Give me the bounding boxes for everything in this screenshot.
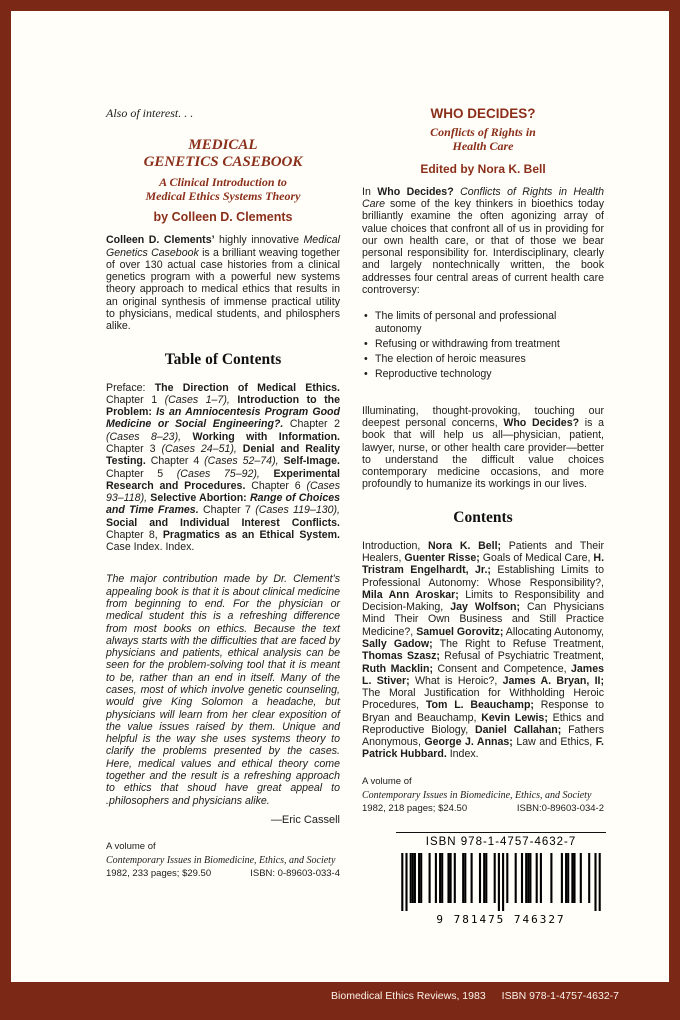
topic-bullet-list (364, 310, 604, 380)
book1-edition-row (106, 868, 340, 881)
bullet-text: Refusing or withdrawing from treatment (375, 337, 560, 350)
barcode-digits: 9 781475 746327 (436, 912, 566, 926)
bullet-icon: • (364, 353, 368, 366)
left-column (106, 106, 340, 881)
barcode-image (401, 853, 601, 911)
book1-title (106, 137, 340, 172)
book1-isbn: ISBN: 0-89603-033-4 (250, 868, 340, 880)
book2-edition-info: 1982, 218 pages; $24.50 (362, 803, 468, 815)
bullet-item (364, 338, 604, 350)
book2-editor-byline: Edited by Nora K. Bell (420, 161, 546, 176)
book1-subtitle-line1: A Clinical Introduction to (159, 174, 287, 189)
contents-heading: Contents (453, 508, 513, 526)
barcode-top-rule (396, 832, 606, 833)
bullet-text: The election of heroic measures (375, 353, 526, 366)
bullet-icon: • (364, 310, 368, 323)
book2-summary: Illuminating, thought-provoking, touching our deepest personal concerns, Who Decides? is a book that will help us all—physician, patient, lawyer, nurse, or other health care provider—better to understand the difficult value choices contemporary medicine occasions, and more profoundly to humanize its workings in our lives. (362, 404, 604, 491)
also-of-interest-note: Also of interest. . . (106, 106, 194, 120)
book2-intro: In Who Decides? Conflicts of Rights in Health Care some of the key thinkers in bioethics today brilliantly examine the often agonizing array of value choices that confront all of us in providing for our own health care, or that of those we bear personal responsibility for. Interdisciplinary, clearly and largely nontechnically written, the book addresses four central areas of current health care controversy: (362, 185, 604, 297)
book2-edition-row (362, 803, 604, 816)
book2-subtitle-line2: Health Care (452, 139, 514, 154)
bullet-icon: • (364, 337, 368, 350)
bullet-text: Reproductive technology (375, 368, 492, 381)
bullet-text: The limits of personal and professional autonomy (375, 310, 557, 335)
book2-series-note: A volume of (362, 775, 412, 787)
footer-band (11, 982, 669, 1020)
book2-subtitle (362, 125, 604, 154)
bullet-item (364, 368, 604, 380)
book1-series-note: A volume of (106, 840, 156, 852)
review-attribution: —Eric Cassell (270, 813, 340, 826)
book2-series-title: Contemporary Issues in Biomedicine, Ethics, and Society (362, 789, 592, 801)
review-quote: The major contribution made by Dr. Clement’s appealing book is that it is about clinical medicine from beginning to end. For the physician or medical student this is a refreshing difference from most books on ethics. Because the text always starts with the difficulties that are faced by physicians and patients, ethical analysis can be seen for the problem-solving tool that it is meant to be, rather than an end in itself. Many of the cases, most of which involve genetic counseling, would give King Solomon a headache, but physicians will learn from her clear exposition of the value issues raised by them. Unique and helpful is the way she uses systems theory to clarify the problems presented by the cases. Here, medical values and ethical theory come together and the result is a refreshing approach to ethics that shoud have great appeal to .philosophers and physicians alike. (106, 573, 340, 807)
barcode-isbn-label: ISBN 978-1-4757-4632-7 (425, 835, 577, 848)
book2-subtitle-line1: Conflicts of Rights in (430, 125, 536, 139)
barcode-block (396, 832, 606, 926)
book1-title-line2: GENETICS CASEBOOK (143, 154, 303, 171)
book1-imprint (106, 841, 340, 881)
page-surface (11, 11, 669, 982)
bullet-icon: • (364, 368, 368, 381)
contents-text: Introduction, Nora K. Bell; Patients and Their Healers, Guenter Risse; Goals of Medical Care, H. Tristram Engelhardt, Jr.; Establishing Limits to Professional Autonomy: Whose Responsibility?, Mila Ann Aroskar; Limits to Responsibility and Decision-Making, Jay Wolfson; Can Physicians Mind Their Own Business and Still Practice Medicine?, Samuel Gorovitz; Allocating Autonomy, Sally Gadow; The Right to Refuse Treatment, Thomas Szasz; Refusal of Psychiatric Treatment, Ruth Macklin; Consent and Competence, James L. Stiver; What is Heroic?, James A. Bryan, II; The Moral Justification for Withholding Heroic Procedures, Tom L. Beauchamp; Response to Bryan and Beauchamp, Kevin Lewis; Ethics and Reproductive Biology, Daniel Callahan; Fathers Anonymous, George J. Annas; Law and Ethics, F. Patrick Hubbard. Index. (362, 539, 605, 761)
footer-isbn: ISBN 978-1-4757-4632-7 (501, 990, 619, 1002)
book2-isbn: ISBN:0-89603-034-2 (516, 803, 604, 815)
toc-heading: Table of Contents (164, 350, 282, 368)
book2-title: WHO DECIDES? (430, 106, 536, 121)
toc-text: Preface: The Direction of Medical Ethics. Chapter 1 (Cases 1–7), Introduction to the Problem: Is an Amniocentesis Program Good Medicine or Social Engineering?. Chapter 2 (Cases 8–23), Working with Information. Chapter 3 (Cases 24–51), Denial and Reality Testing. Chapter 4 (Cases 52–74), Self-Image. Chapter 5 (Cases 75–92), Experimental Research and Procedures. Chapter 6 (Cases 93–118), Selective Abortion: Range of Choices and Time Frames. Chapter 7 (Cases 119–130), Social and Individual Interest Conflicts. Chapter 8, Pragmatics as an Ethical System. Case Index. Index. (106, 381, 341, 554)
book1-subtitle (106, 175, 340, 204)
bullet-item (364, 353, 604, 365)
book1-edition-info: 1982, 233 pages; $29.50 (106, 868, 212, 880)
right-column (362, 106, 604, 926)
book1-subtitle-line2: Medical Ethics Systems Theory (145, 188, 301, 203)
bullet-item (364, 310, 604, 335)
book1-title-line1: MEDICAL (188, 137, 258, 153)
book1-series-title: Contemporary Issues in Biomedicine, Ethics, and Society (106, 854, 336, 866)
footer-series-title: Biomedical Ethics Reviews, 1983 (331, 990, 486, 1002)
book1-description: Colleen D. Clements’ highly innovative Medical Genetics Casebook is a brilliant weaving together of over 130 actual case histories from a clinical genetics program with a powerful new systems theory approach to medical ethics that results in an original synthesis of immense practical utility to physicians, medical students, and philosphers alike. (106, 234, 341, 333)
book1-author-byline: by Colleen D. Clements (153, 210, 293, 225)
book2-imprint (362, 776, 604, 816)
